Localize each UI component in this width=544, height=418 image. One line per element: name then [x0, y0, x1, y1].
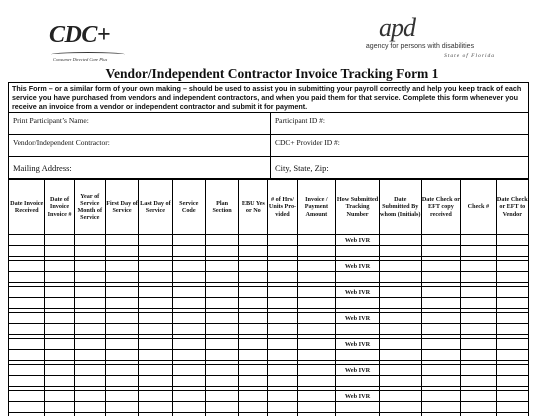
cdc-logo-mark: CDC+: [49, 22, 111, 48]
table-cell[interactable]: [496, 313, 528, 324]
table-cell[interactable]: [421, 313, 461, 324]
table-cell[interactable]: [74, 324, 105, 335]
table-cell[interactable]: [172, 365, 205, 376]
gap-cell: [268, 413, 297, 417]
table-cell[interactable]: [9, 350, 45, 361]
column-header: Check #: [461, 180, 496, 235]
table-cell[interactable]: [9, 391, 45, 402]
table-cell[interactable]: [297, 350, 336, 361]
table-cell[interactable]: [297, 402, 336, 413]
table-cell[interactable]: [336, 324, 380, 335]
table-cell[interactable]: [421, 246, 461, 257]
table-cell[interactable]: [496, 391, 528, 402]
gap-cell: [461, 413, 496, 417]
table-cell[interactable]: [74, 261, 105, 272]
gap-cell: [74, 413, 105, 417]
mailing-address-field[interactable]: Mailing Address:: [9, 157, 271, 178]
table-cell[interactable]: [297, 324, 336, 335]
apd-logo-mark: apd: [379, 13, 415, 42]
web-ivr-cell[interactable]: Web IVR: [336, 391, 380, 402]
table-cell[interactable]: [45, 287, 74, 298]
table-cell[interactable]: [9, 402, 45, 413]
table-cell[interactable]: [496, 402, 528, 413]
table-cell[interactable]: [461, 298, 496, 309]
apd-logo: [345, 15, 495, 65]
table-cell[interactable]: [461, 313, 496, 324]
table-row: [9, 350, 529, 361]
table-cell[interactable]: [205, 246, 238, 257]
column-header: Date Check or EFT to Vendor: [496, 180, 528, 235]
table-cell[interactable]: [172, 246, 205, 257]
gap-cell: [9, 413, 45, 417]
table-cell[interactable]: [379, 339, 421, 350]
table-cell[interactable]: [74, 402, 105, 413]
table-cell[interactable]: [461, 287, 496, 298]
table-cell[interactable]: [105, 272, 138, 283]
table-cell[interactable]: [105, 365, 138, 376]
column-header: Last Day of Service: [139, 180, 172, 235]
table-cell[interactable]: [105, 313, 138, 324]
table-cell[interactable]: [105, 287, 138, 298]
table-cell[interactable]: [297, 272, 336, 283]
table-cell[interactable]: [74, 365, 105, 376]
table-cell[interactable]: [105, 391, 138, 402]
table-cell[interactable]: [9, 298, 45, 309]
table-cell[interactable]: [139, 287, 172, 298]
table-cell[interactable]: [421, 287, 461, 298]
city-state-zip-field[interactable]: City, State, Zip:: [275, 163, 329, 173]
table-cell[interactable]: [172, 272, 205, 283]
table-cell[interactable]: [45, 298, 74, 309]
table-cell[interactable]: [172, 298, 205, 309]
table-cell[interactable]: [268, 376, 297, 387]
table-row: [9, 298, 529, 309]
table-cell[interactable]: [379, 313, 421, 324]
table-cell[interactable]: [461, 376, 496, 387]
table-cell[interactable]: [268, 287, 297, 298]
table-cell[interactable]: [379, 324, 421, 335]
gap-cell: [105, 413, 138, 417]
table-cell[interactable]: [74, 235, 105, 246]
table-row: [9, 324, 529, 335]
table-cell[interactable]: [239, 324, 268, 335]
table-cell[interactable]: [172, 313, 205, 324]
table-cell[interactable]: [239, 402, 268, 413]
table-cell[interactable]: [268, 350, 297, 361]
table-cell[interactable]: [421, 391, 461, 402]
column-header: Date of Invoice Invoice #: [45, 180, 74, 235]
gap-cell: [336, 413, 380, 417]
table-cell[interactable]: [205, 365, 238, 376]
table-cell[interactable]: [105, 339, 138, 350]
table-row: [9, 339, 529, 350]
table-cell[interactable]: [421, 376, 461, 387]
table-cell[interactable]: [496, 235, 528, 246]
table-cell[interactable]: [461, 350, 496, 361]
intro-instructions: This Form – or a similar form of your own making – should be used to assist you in submitting your payroll correctly and help you keep track of each service you have purchased from vendors and independent contractors, and when you paid them for that service. Complete this form whenever you receive an invoice from a vendor or independent contractor and submit it for payment.: [8, 82, 529, 113]
table-cell[interactable]: [74, 376, 105, 387]
table-cell[interactable]: [421, 365, 461, 376]
gap-cell: [205, 413, 238, 417]
table-cell[interactable]: [105, 235, 138, 246]
table-cell[interactable]: [496, 376, 528, 387]
gap-cell: [172, 413, 205, 417]
web-ivr-cell[interactable]: Web IVR: [336, 287, 380, 298]
table-cell[interactable]: [205, 376, 238, 387]
table-cell[interactable]: [461, 402, 496, 413]
table-cell[interactable]: [172, 339, 205, 350]
column-header: Date Submitted By whom (Initials): [379, 180, 421, 235]
apd-logo-state: State of Florida: [444, 53, 495, 59]
table-cell[interactable]: [239, 350, 268, 361]
table-cell[interactable]: [461, 272, 496, 283]
row-gap: [9, 413, 529, 417]
table-cell[interactable]: [9, 235, 45, 246]
table-cell[interactable]: [496, 287, 528, 298]
table-cell[interactable]: [9, 272, 45, 283]
provider-id-field[interactable]: CDC+ Provider ID #:: [275, 138, 340, 147]
table-cell[interactable]: [297, 365, 336, 376]
column-header: Plan Section: [205, 180, 238, 235]
table-cell[interactable]: [139, 339, 172, 350]
table-cell[interactable]: [239, 313, 268, 324]
table-cell[interactable]: [172, 391, 205, 402]
table-cell[interactable]: [74, 287, 105, 298]
table-cell[interactable]: [496, 365, 528, 376]
table-cell[interactable]: [496, 339, 528, 350]
table-cell[interactable]: [205, 350, 238, 361]
table-cell[interactable]: [268, 313, 297, 324]
table-cell[interactable]: [205, 298, 238, 309]
table-cell[interactable]: [205, 324, 238, 335]
vendor-field[interactable]: Vendor/Independent Contractor:: [9, 135, 271, 156]
table-cell[interactable]: [105, 376, 138, 387]
table-cell[interactable]: [105, 298, 138, 309]
table-cell[interactable]: [45, 246, 74, 257]
table-cell[interactable]: [336, 402, 380, 413]
cdc-plus-logo: [49, 22, 139, 62]
web-ivr-cell[interactable]: Web IVR: [336, 365, 380, 376]
table-cell[interactable]: [239, 287, 268, 298]
table-cell[interactable]: [297, 298, 336, 309]
table-row: [9, 246, 529, 257]
table-cell[interactable]: [172, 324, 205, 335]
table-cell[interactable]: [74, 246, 105, 257]
table-row: [9, 272, 529, 283]
invoice-tracking-table: [8, 179, 529, 416]
table-cell[interactable]: [205, 313, 238, 324]
web-ivr-cell[interactable]: Web IVR: [336, 313, 380, 324]
column-header: EBU Yes or No: [239, 180, 268, 235]
table-cell[interactable]: [461, 246, 496, 257]
web-ivr-cell[interactable]: Web IVR: [336, 235, 380, 246]
table-cell[interactable]: [9, 313, 45, 324]
table-cell[interactable]: [461, 235, 496, 246]
table-cell[interactable]: [9, 261, 45, 272]
table-cell[interactable]: [45, 272, 74, 283]
table-cell[interactable]: [421, 261, 461, 272]
table-cell[interactable]: [268, 235, 297, 246]
table-cell[interactable]: [239, 391, 268, 402]
gap-cell: [139, 413, 172, 417]
table-cell[interactable]: [239, 261, 268, 272]
column-header: How Submitted Tracking Number: [336, 180, 380, 235]
table-cell[interactable]: [336, 350, 380, 361]
table-cell[interactable]: [297, 287, 336, 298]
table-cell[interactable]: [239, 365, 268, 376]
table-row: [9, 313, 529, 324]
table-cell[interactable]: [239, 272, 268, 283]
table-row: [9, 261, 529, 272]
table-cell[interactable]: [268, 402, 297, 413]
table-cell[interactable]: [297, 339, 336, 350]
table-cell[interactable]: [496, 272, 528, 283]
table-cell[interactable]: [45, 376, 74, 387]
table-cell[interactable]: [74, 391, 105, 402]
table-cell[interactable]: [139, 376, 172, 387]
table-cell[interactable]: [105, 261, 138, 272]
table-cell[interactable]: [139, 350, 172, 361]
table-cell[interactable]: [496, 298, 528, 309]
table-cell[interactable]: [74, 313, 105, 324]
table-cell[interactable]: [379, 391, 421, 402]
table-cell[interactable]: [496, 324, 528, 335]
table-cell[interactable]: [205, 261, 238, 272]
table-row: [9, 235, 529, 246]
table-cell[interactable]: [297, 246, 336, 257]
table-cell[interactable]: [496, 261, 528, 272]
table-cell[interactable]: [9, 246, 45, 257]
table-cell[interactable]: [421, 402, 461, 413]
participant-info-box: [8, 113, 529, 179]
table-cell[interactable]: [105, 324, 138, 335]
column-header: # of Hrs/ Units Pro- vided: [268, 180, 297, 235]
table-cell[interactable]: [461, 339, 496, 350]
table-cell[interactable]: [239, 246, 268, 257]
table-cell[interactable]: [45, 402, 74, 413]
table-cell[interactable]: [205, 287, 238, 298]
table-cell[interactable]: [336, 376, 380, 387]
table-cell[interactable]: [139, 272, 172, 283]
table-cell[interactable]: [139, 391, 172, 402]
participant-id-field[interactable]: Participant ID #:: [275, 116, 325, 125]
participant-name-field[interactable]: Print Participant’s Name:: [9, 113, 271, 134]
table-header-row: [9, 180, 529, 235]
gap-cell: [496, 413, 528, 417]
table-cell[interactable]: [172, 261, 205, 272]
table-cell[interactable]: [268, 272, 297, 283]
table-cell[interactable]: [421, 350, 461, 361]
table-cell[interactable]: [268, 391, 297, 402]
table-cell[interactable]: [139, 261, 172, 272]
table-cell[interactable]: [105, 246, 138, 257]
column-header: Year of Service Month of Service: [74, 180, 105, 235]
gap-cell: [239, 413, 268, 417]
table-cell[interactable]: [268, 298, 297, 309]
table-row: [9, 391, 529, 402]
table-cell[interactable]: [268, 339, 297, 350]
table-row: [9, 365, 529, 376]
table-cell[interactable]: [9, 287, 45, 298]
column-header: Invoice / Payment Amount: [297, 180, 336, 235]
column-header: Date Check or EFT copy received: [421, 180, 461, 235]
table-row: [9, 287, 529, 298]
apd-logo-tagline: agency for persons with disabilities: [365, 43, 475, 50]
gap-cell: [297, 413, 336, 417]
table-cell[interactable]: [9, 324, 45, 335]
table-cell[interactable]: [45, 391, 74, 402]
table-cell[interactable]: [139, 235, 172, 246]
table-cell[interactable]: [421, 272, 461, 283]
column-header: First Day of Service: [105, 180, 138, 235]
column-header: Service Code: [172, 180, 205, 235]
table-cell[interactable]: [45, 365, 74, 376]
table-cell[interactable]: [172, 402, 205, 413]
table-cell[interactable]: [45, 339, 74, 350]
table-cell[interactable]: [297, 376, 336, 387]
column-header: Date Invoice Received: [9, 180, 45, 235]
table-cell[interactable]: [421, 339, 461, 350]
gap-cell: [45, 413, 74, 417]
table-cell[interactable]: [172, 350, 205, 361]
table-cell[interactable]: [139, 246, 172, 257]
table-cell[interactable]: [45, 261, 74, 272]
table-cell[interactable]: [379, 272, 421, 283]
info-row-vendor: [9, 135, 528, 157]
web-ivr-cell[interactable]: Web IVR: [336, 339, 380, 350]
table-cell[interactable]: [336, 298, 380, 309]
table-cell[interactable]: [421, 298, 461, 309]
table-cell[interactable]: [74, 339, 105, 350]
table-cell[interactable]: [379, 298, 421, 309]
table-cell[interactable]: [268, 365, 297, 376]
table-cell[interactable]: [268, 246, 297, 257]
table-cell[interactable]: [268, 324, 297, 335]
table-cell[interactable]: [268, 261, 297, 272]
table-cell[interactable]: [379, 235, 421, 246]
table-cell[interactable]: [421, 324, 461, 335]
table-cell[interactable]: [172, 235, 205, 246]
table-cell[interactable]: [461, 324, 496, 335]
table-cell[interactable]: [297, 261, 336, 272]
table-row: [9, 376, 529, 387]
table-cell[interactable]: [205, 391, 238, 402]
table-cell[interactable]: [9, 376, 45, 387]
table-cell[interactable]: [379, 402, 421, 413]
info-row-participant: [9, 113, 528, 135]
table-cell[interactable]: [205, 402, 238, 413]
table-cell[interactable]: [379, 365, 421, 376]
table-cell[interactable]: [139, 313, 172, 324]
gap-cell: [421, 413, 461, 417]
table-cell[interactable]: [297, 391, 336, 402]
cdc-logo-tagline: Consumer Directed Care Plus: [53, 57, 108, 62]
table-cell[interactable]: [9, 365, 45, 376]
table-cell[interactable]: [496, 350, 528, 361]
table-cell[interactable]: [379, 261, 421, 272]
table-cell[interactable]: [45, 324, 74, 335]
table-cell[interactable]: [239, 376, 268, 387]
table-cell[interactable]: [496, 246, 528, 257]
table-cell[interactable]: [172, 287, 205, 298]
table-cell[interactable]: [172, 376, 205, 387]
table-cell[interactable]: [74, 350, 105, 361]
table-cell[interactable]: [379, 246, 421, 257]
table-cell[interactable]: [139, 324, 172, 335]
table-cell[interactable]: [205, 339, 238, 350]
table-cell[interactable]: [74, 272, 105, 283]
table-cell[interactable]: [379, 376, 421, 387]
table-cell[interactable]: [336, 272, 380, 283]
table-row: [9, 402, 529, 413]
table-cell[interactable]: [461, 365, 496, 376]
table-cell[interactable]: [379, 350, 421, 361]
web-ivr-cell[interactable]: Web IVR: [336, 261, 380, 272]
table-cell[interactable]: [45, 350, 74, 361]
table-cell[interactable]: [297, 313, 336, 324]
table-cell[interactable]: [74, 298, 105, 309]
table-cell[interactable]: [45, 235, 74, 246]
info-row-address: [9, 157, 528, 178]
table-cell[interactable]: [105, 350, 138, 361]
table-cell[interactable]: [139, 365, 172, 376]
table-cell[interactable]: [239, 235, 268, 246]
table-cell[interactable]: [139, 402, 172, 413]
table-cell[interactable]: [297, 235, 336, 246]
table-cell[interactable]: [461, 391, 496, 402]
table-cell[interactable]: [239, 298, 268, 309]
table-cell[interactable]: [205, 272, 238, 283]
table-cell[interactable]: [336, 246, 380, 257]
table-cell[interactable]: [105, 402, 138, 413]
gap-cell: [379, 413, 421, 417]
form-title: Vendor/Independent Contractor Invoice Tracking Form 1: [105, 66, 439, 81]
table-cell[interactable]: [379, 287, 421, 298]
table-cell[interactable]: [139, 298, 172, 309]
table-cell[interactable]: [205, 235, 238, 246]
table-cell[interactable]: [461, 261, 496, 272]
table-cell[interactable]: [9, 339, 45, 350]
table-cell[interactable]: [45, 313, 74, 324]
table-cell[interactable]: [421, 235, 461, 246]
table-cell[interactable]: [239, 339, 268, 350]
